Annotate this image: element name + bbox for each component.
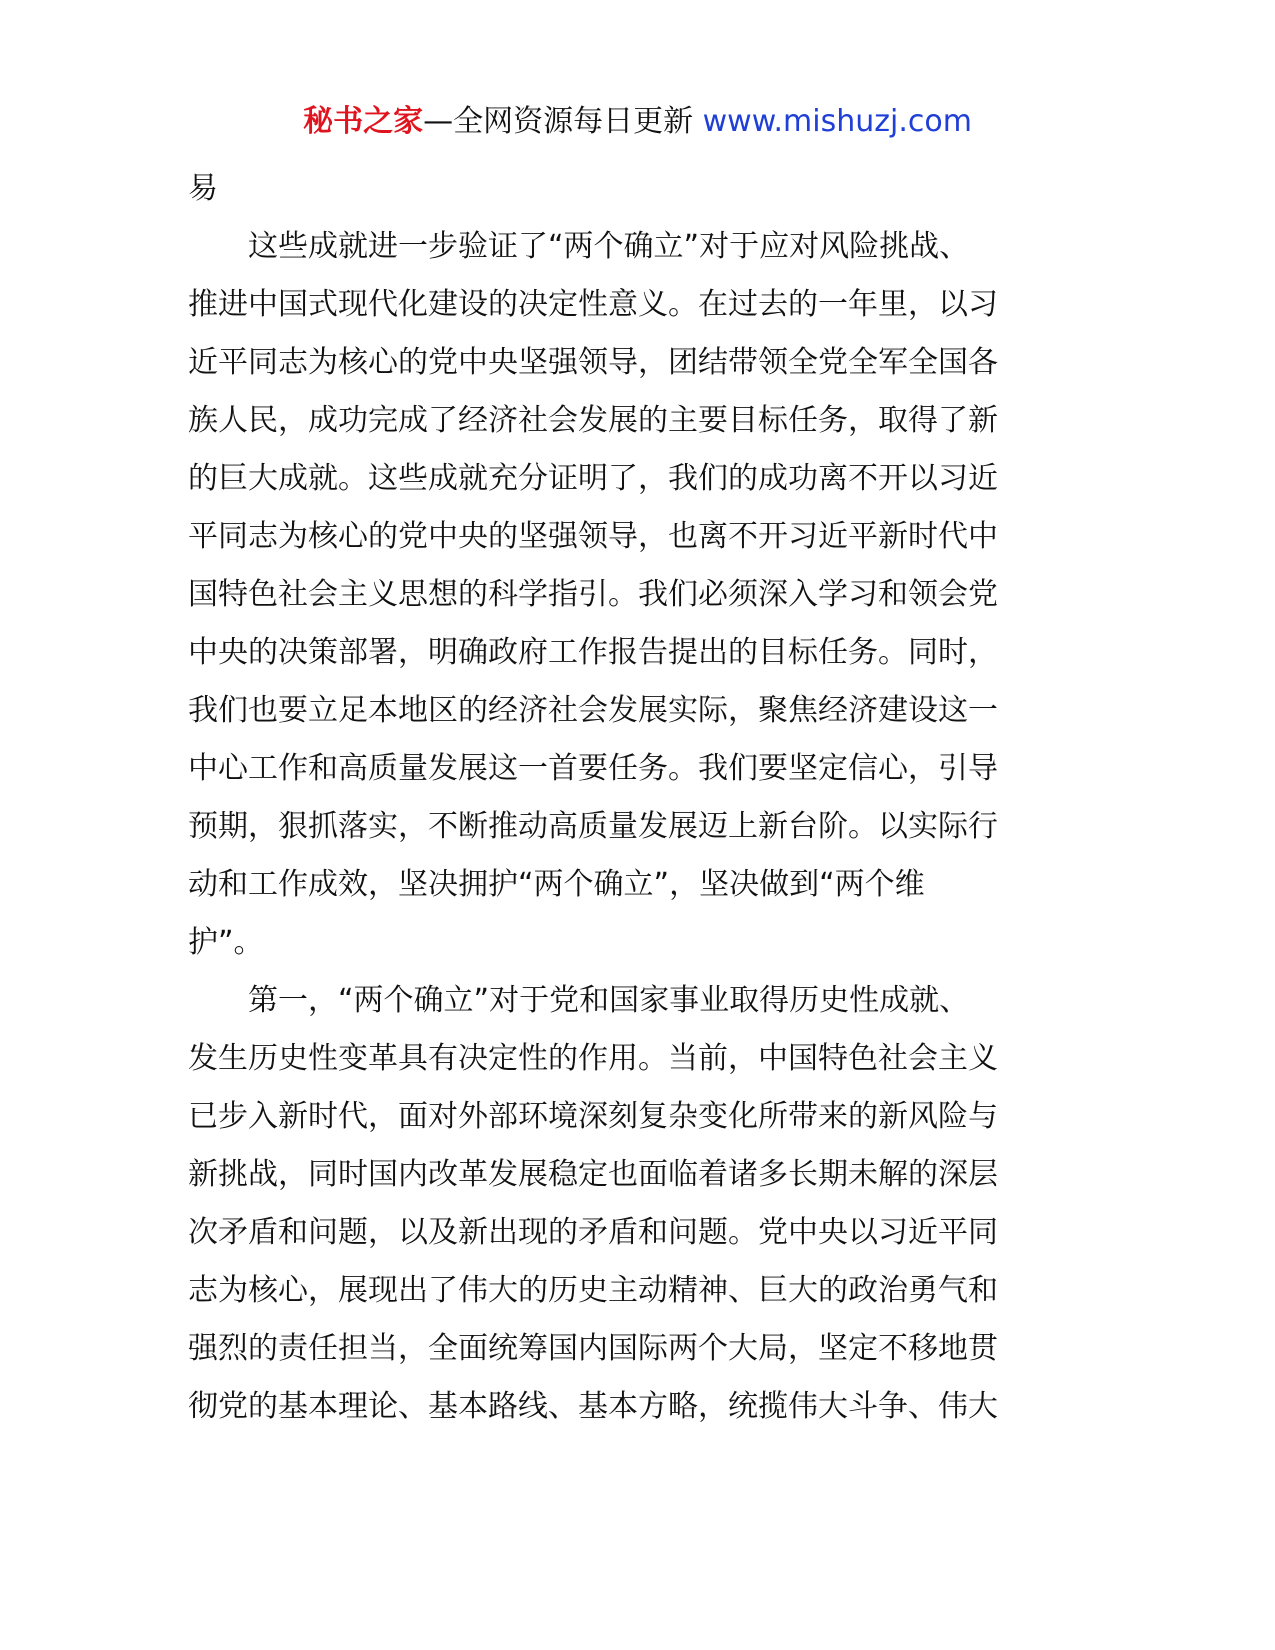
site-header — [0, 100, 1275, 144]
text-line: 志为核心，展现出了伟大的历史主动精神、巨大的政治勇气和 — [188, 1273, 998, 1308]
text-line: 中央的决策部署，明确政府工作报告提出的目标任务。同时， — [188, 635, 998, 670]
text-line: 已步入新时代，面对外部环境深刻复杂变化所带来的新风险与 — [188, 1099, 998, 1134]
text-line: 平同志为核心的党中央的坚强领导，也离不开习近平新时代中 — [188, 519, 998, 554]
text-line: 彻党的基本理论、基本路线、基本方略，统揽伟大斗争、伟大 — [188, 1389, 998, 1424]
text-line: 中心工作和高质量发展这一首要任务。我们要坚定信心，引导 — [188, 751, 998, 786]
text-line: 发生历史性变革具有决定性的作用。当前，中国特色社会主义 — [188, 1041, 998, 1076]
site-brand: 秘书之家 — [303, 104, 424, 139]
paragraph — [188, 160, 1088, 218]
text-line: 我们也要立足本地区的经济社会发展实际，聚焦经济建设这一 — [188, 693, 998, 728]
text-line: 易 — [188, 171, 218, 206]
text-line: 新挑战，同时国内改革发展稳定也面临着诸多长期未解的深层 — [188, 1157, 998, 1192]
text-line: 第一，“两个确立”对于党和国家事业取得历史性成就、 — [188, 983, 970, 1018]
text-line: 次矛盾和问题，以及新出现的矛盾和问题。党中央以习近平同 — [188, 1215, 998, 1250]
text-line: 护”。 — [188, 925, 264, 960]
paragraph — [188, 218, 1088, 972]
text-line: 这些成就进一步验证了“两个确立”对于应对风险挑战、 — [188, 229, 970, 264]
text-line: 预期，狠抓落实，不断推动高质量发展迈上新台阶。以实际行 — [188, 809, 998, 844]
text-line: 的巨大成就。这些成就充分证明了，我们的成功离不开以习近 — [188, 461, 998, 496]
text-line: 动和工作成效，坚决拥护“两个确立”，坚决做到“两个维 — [188, 867, 925, 902]
site-url-link[interactable]: www.mishuzj.com — [702, 104, 972, 139]
text-line: 族人民，成功完成了经济社会发展的主要目标任务，取得了新 — [188, 403, 998, 438]
document-body — [188, 160, 1088, 1436]
text-line: 近平同志为核心的党中央坚强领导，团结带领全党全军全国各 — [188, 345, 998, 380]
text-line: 国特色社会主义思想的科学指引。我们必须深入学习和领会党 — [188, 577, 998, 612]
site-tagline: —全网资源每日更新 — [423, 104, 694, 139]
paragraph — [188, 972, 1088, 1436]
text-line: 强烈的责任担当，全面统筹国内国际两个大局，坚定不移地贯 — [188, 1331, 998, 1366]
text-line: 推进中国式现代化建设的决定性意义。在过去的一年里，以习 — [188, 287, 998, 322]
